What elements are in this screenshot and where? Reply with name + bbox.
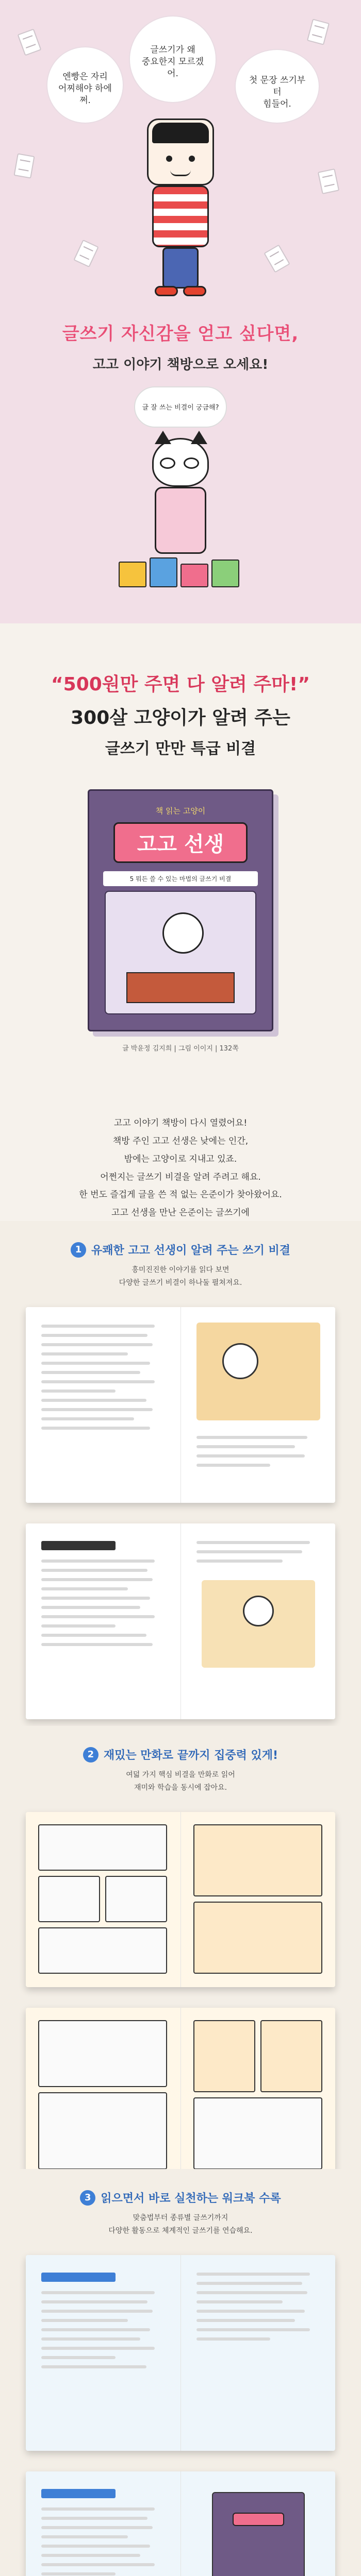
boy-illustration — [134, 118, 227, 304]
workbook-spread-preview — [26, 2471, 335, 2576]
paper-icon — [264, 244, 290, 273]
intro-quote: “500원만 주면 다 알려 주마!” — [51, 674, 310, 695]
bubble-text: 힘들어. — [263, 98, 291, 109]
bubble-text: 엔빵은 자리 — [62, 72, 108, 82]
description-line: 고고 선생을 만난 은준이는 글쓰기에 — [111, 1208, 250, 1218]
paper-icon — [18, 29, 42, 56]
intro-subtitle: 글쓰기 만만 특급 비결 — [105, 740, 256, 758]
hero-section — [0, 0, 361, 623]
feature-subtitle — [0, 1769, 361, 1794]
book-spread-preview — [26, 1523, 335, 1719]
book-spread-preview — [26, 1307, 335, 1503]
feature-subtitle — [0, 2212, 361, 2238]
cover-series-label: 책 읽는 고양이 — [155, 806, 206, 816]
feature-heading — [0, 1747, 361, 1762]
books-stack-illustration — [119, 556, 242, 587]
feature-subtitle-line: 다양한 글쓰기 비결이 하나둘 펼쳐져요. — [119, 1279, 242, 1287]
feature-heading — [0, 1242, 361, 1258]
description-line: 책방 주인 고고 선생은 낮에는 인간, — [112, 1136, 249, 1146]
book-credit: 글 박윤정 김지희 | 그림 이이지 | 132쪽 — [122, 1045, 239, 1053]
paper-icon — [13, 153, 35, 178]
feature-section-3 — [0, 2169, 361, 2576]
paper-icon — [73, 240, 99, 267]
comic-spread-preview — [26, 1812, 335, 1987]
description-line: 한 번도 즐겁게 글을 쓴 적 없는 은준이가 찾아왔어요. — [79, 1190, 282, 1200]
cat-speech-bubble: 글 잘 쓰는 비결이 궁금해? — [134, 386, 227, 428]
comic-spread-preview — [26, 2008, 335, 2183]
feature-section-2 — [0, 1726, 361, 2169]
book-intro-section — [0, 623, 361, 1221]
feature-subtitle-line: 재미와 학습을 동시에 잡아요. — [134, 1784, 227, 1792]
feature-title: 재밌는 만화로 끝까지 집중력 있게! — [103, 1749, 278, 1762]
description-line: 밤에는 고양이로 지내고 있죠. — [124, 1154, 237, 1164]
feature-subtitle-line: 다양한 활동으로 체계적인 글쓰기를 연습해요. — [108, 2227, 253, 2235]
feature-subtitle-line: 여덟 가지 핵심 비결을 만화로 읽어 — [126, 1771, 235, 1779]
feature-number-badge: 3 — [80, 2190, 95, 2206]
workbook-spread-preview — [26, 2255, 335, 2451]
intro-title: 300살 고양이가 알려 주는 — [71, 707, 290, 728]
speech-bubble — [235, 49, 320, 124]
description-line: 어쩐지는 글쓰기 비결을 알려 주려고 해요. — [100, 1172, 261, 1182]
feature-number-badge: 1 — [71, 1242, 86, 1258]
book-cover — [88, 789, 273, 1031]
paper-icon — [318, 168, 339, 194]
description-line: 고고 이야기 책방이 다시 열렸어요! — [113, 1118, 248, 1128]
feature-subtitle-line: 흥미진진한 이야기를 읽다 보면 — [132, 1266, 229, 1274]
cover-illustration — [105, 891, 256, 1014]
bubble-text: 첫 문장 쓰기부터 — [249, 75, 306, 97]
feature-title: 유쾌한 고고 선생이 알려 주는 쓰기 비결 — [91, 1244, 290, 1257]
bubble-text: 중요한지 모르겠어. — [141, 56, 204, 79]
page-illustration — [196, 1323, 320, 1420]
feature-subtitle-line: 맞춤법부터 종류별 글쓰기까지 — [133, 2214, 228, 2222]
speech-bubble — [129, 15, 217, 103]
bubble-text: 글쓰기가 왜 — [150, 45, 195, 55]
feature-heading — [0, 2190, 361, 2206]
headline-primary: 글쓰기 자신감을 얻고 싶다면, — [62, 324, 299, 344]
feature-subtitle — [0, 1264, 361, 1290]
cover-title: 고고 선생 — [113, 822, 248, 863]
bubble-text: 어찌해야 하에쩌. — [58, 83, 112, 106]
hero-headline — [0, 319, 361, 373]
feature-number-badge: 2 — [83, 1747, 99, 1762]
cover-band: 5 뭐든 쓸 수 있는 마법의 글쓰기 비결 — [103, 871, 258, 886]
headline-secondary: 고고 이야기 책방으로 오세요! — [92, 357, 269, 372]
feature-section-1 — [0, 1221, 361, 1726]
speech-bubble — [46, 46, 124, 124]
mini-book-cover — [212, 2492, 305, 2576]
feature-title: 읽으면서 바로 실천하는 워크북 수록 — [101, 2192, 281, 2205]
paper-icon — [307, 19, 330, 45]
